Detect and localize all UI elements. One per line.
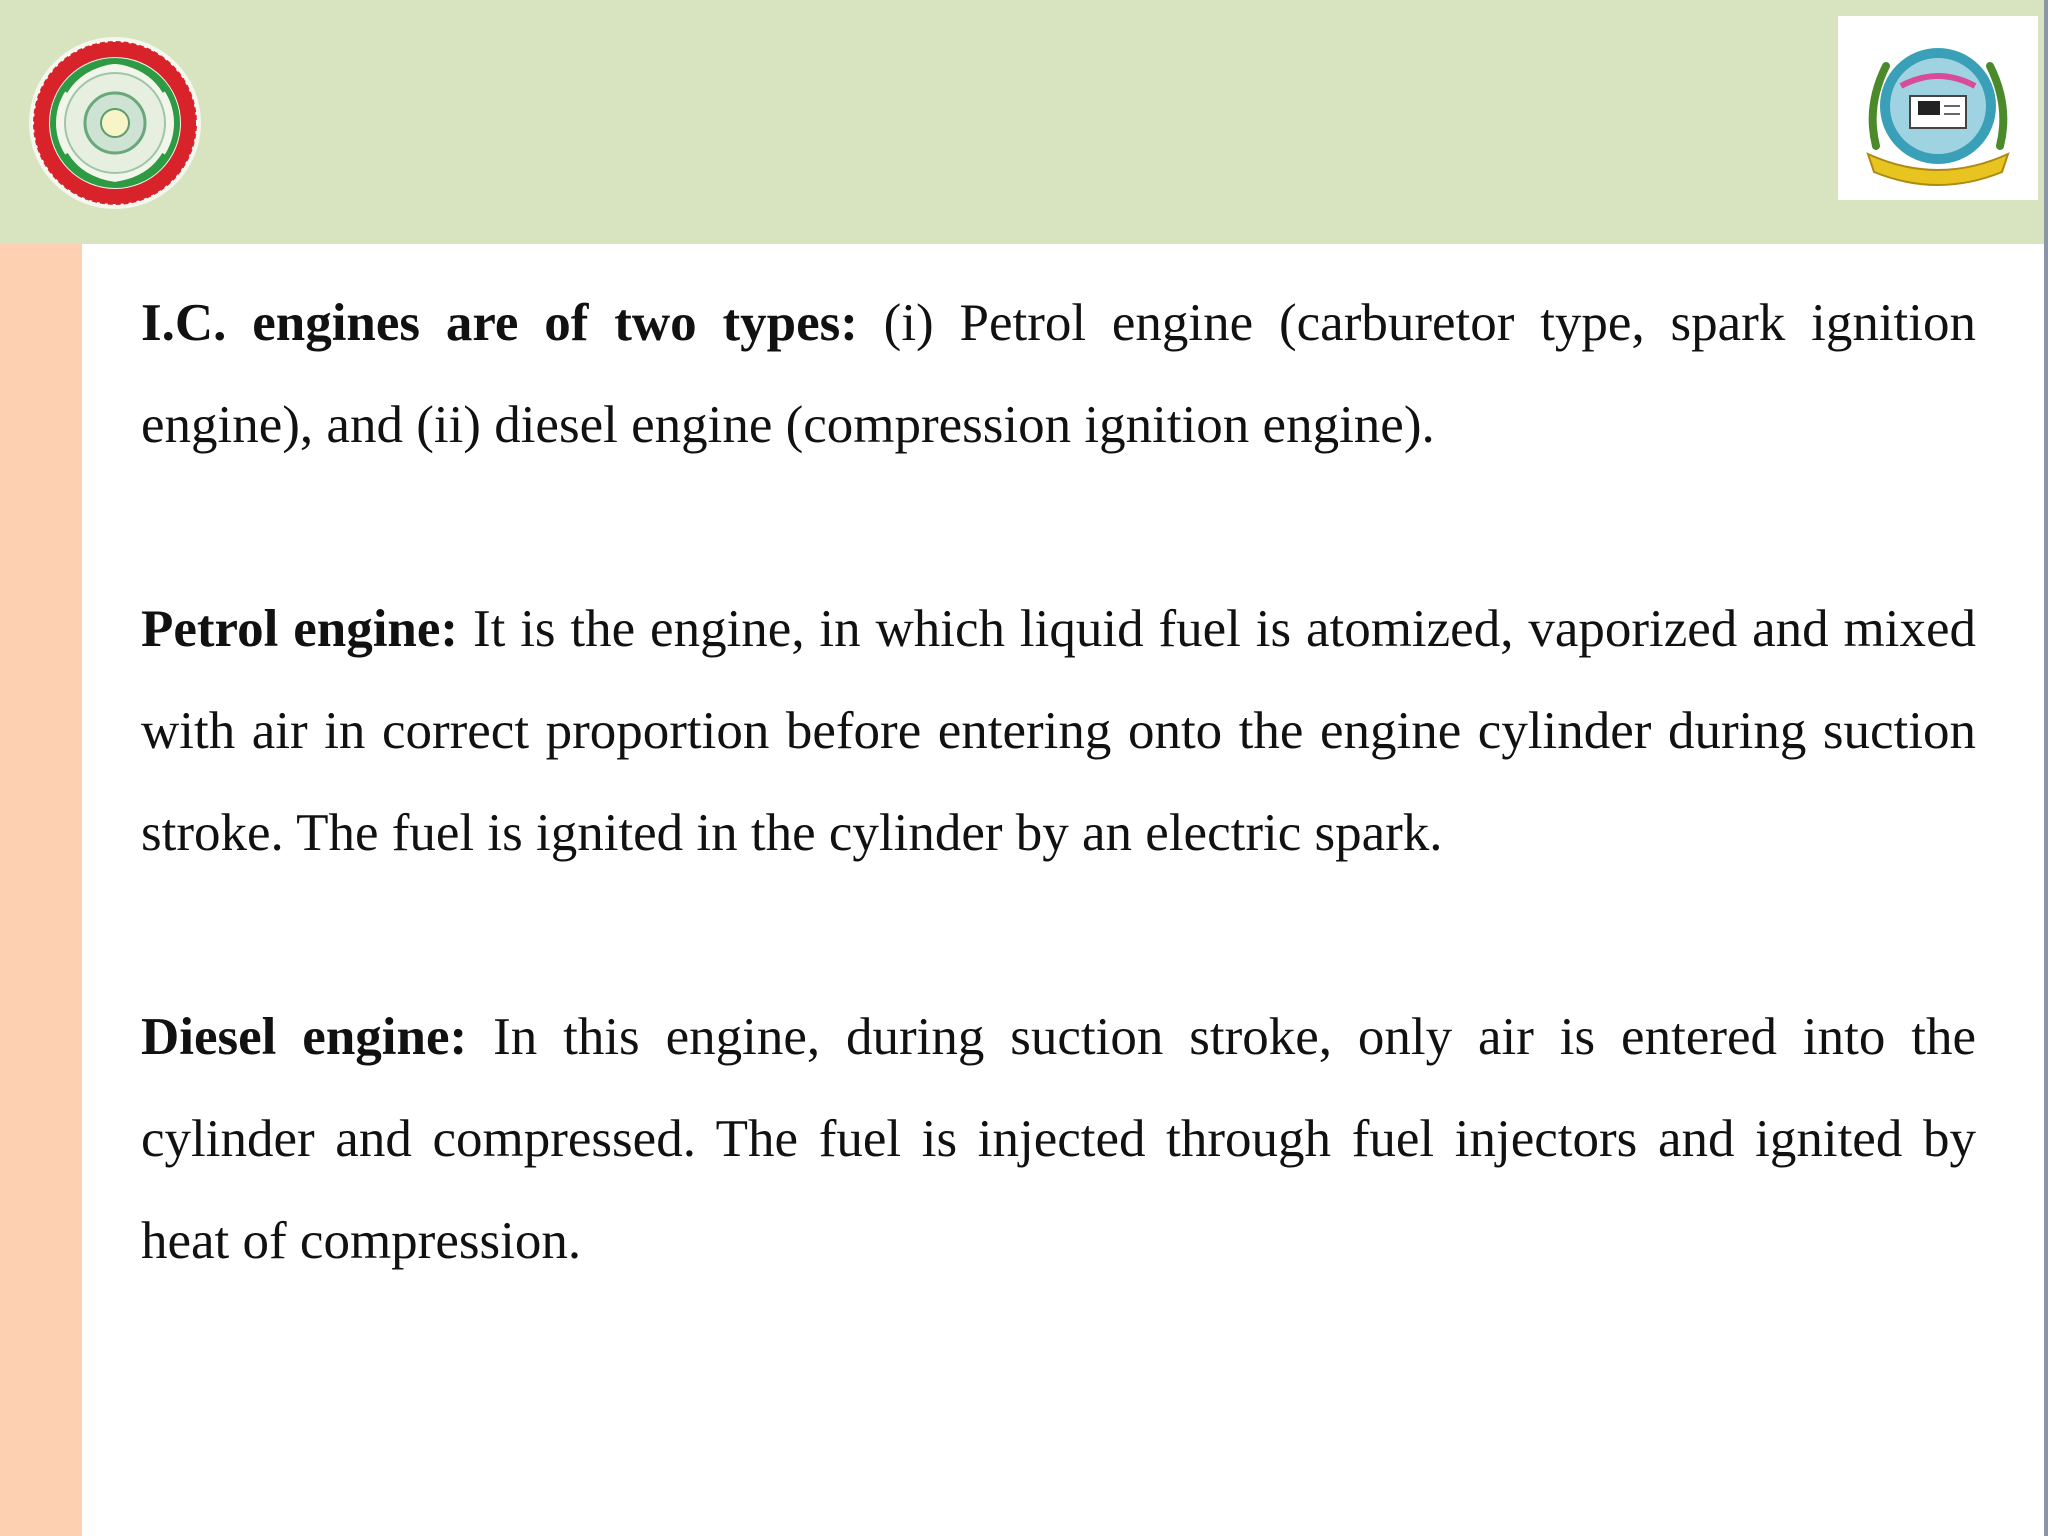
side-band [0,244,82,1536]
paragraph-term: Diesel engine: [141,1008,468,1066]
header-band [0,0,2048,244]
paragraph-text: In this engine, during suction stroke, only air is entered into the cylinder and compressed. The fuel is injected through fuel injectors and ignited by heat of compression. [141,1008,1976,1270]
paragraph-text: (i) Petrol engine (carburetor type, spark ignition engine), and (ii) diesel engine (compression ignition engine). [141,294,1976,454]
slide-edge [2044,0,2048,1536]
petrol-engine-paragraph [141,578,1976,884]
ic-engine-types-paragraph [141,272,1976,476]
diesel-engine-paragraph [141,986,1976,1292]
slide-body [141,272,1976,1394]
right-logo-frame [1838,16,2038,200]
college-emblem-icon [1846,26,2030,194]
institute-emblem-icon [26,34,204,212]
paragraph-term: I.C. engines are of two types: [141,294,858,352]
paragraph-term: Petrol engine: [141,600,459,658]
paragraph-text: It is the engine, in which liquid fuel is atomized, vaporized and mixed with air in correct proportion before entering onto the engine cylinder during suction stroke. The fuel is ignited in the cylinder by an electric spark. [141,600,1976,862]
